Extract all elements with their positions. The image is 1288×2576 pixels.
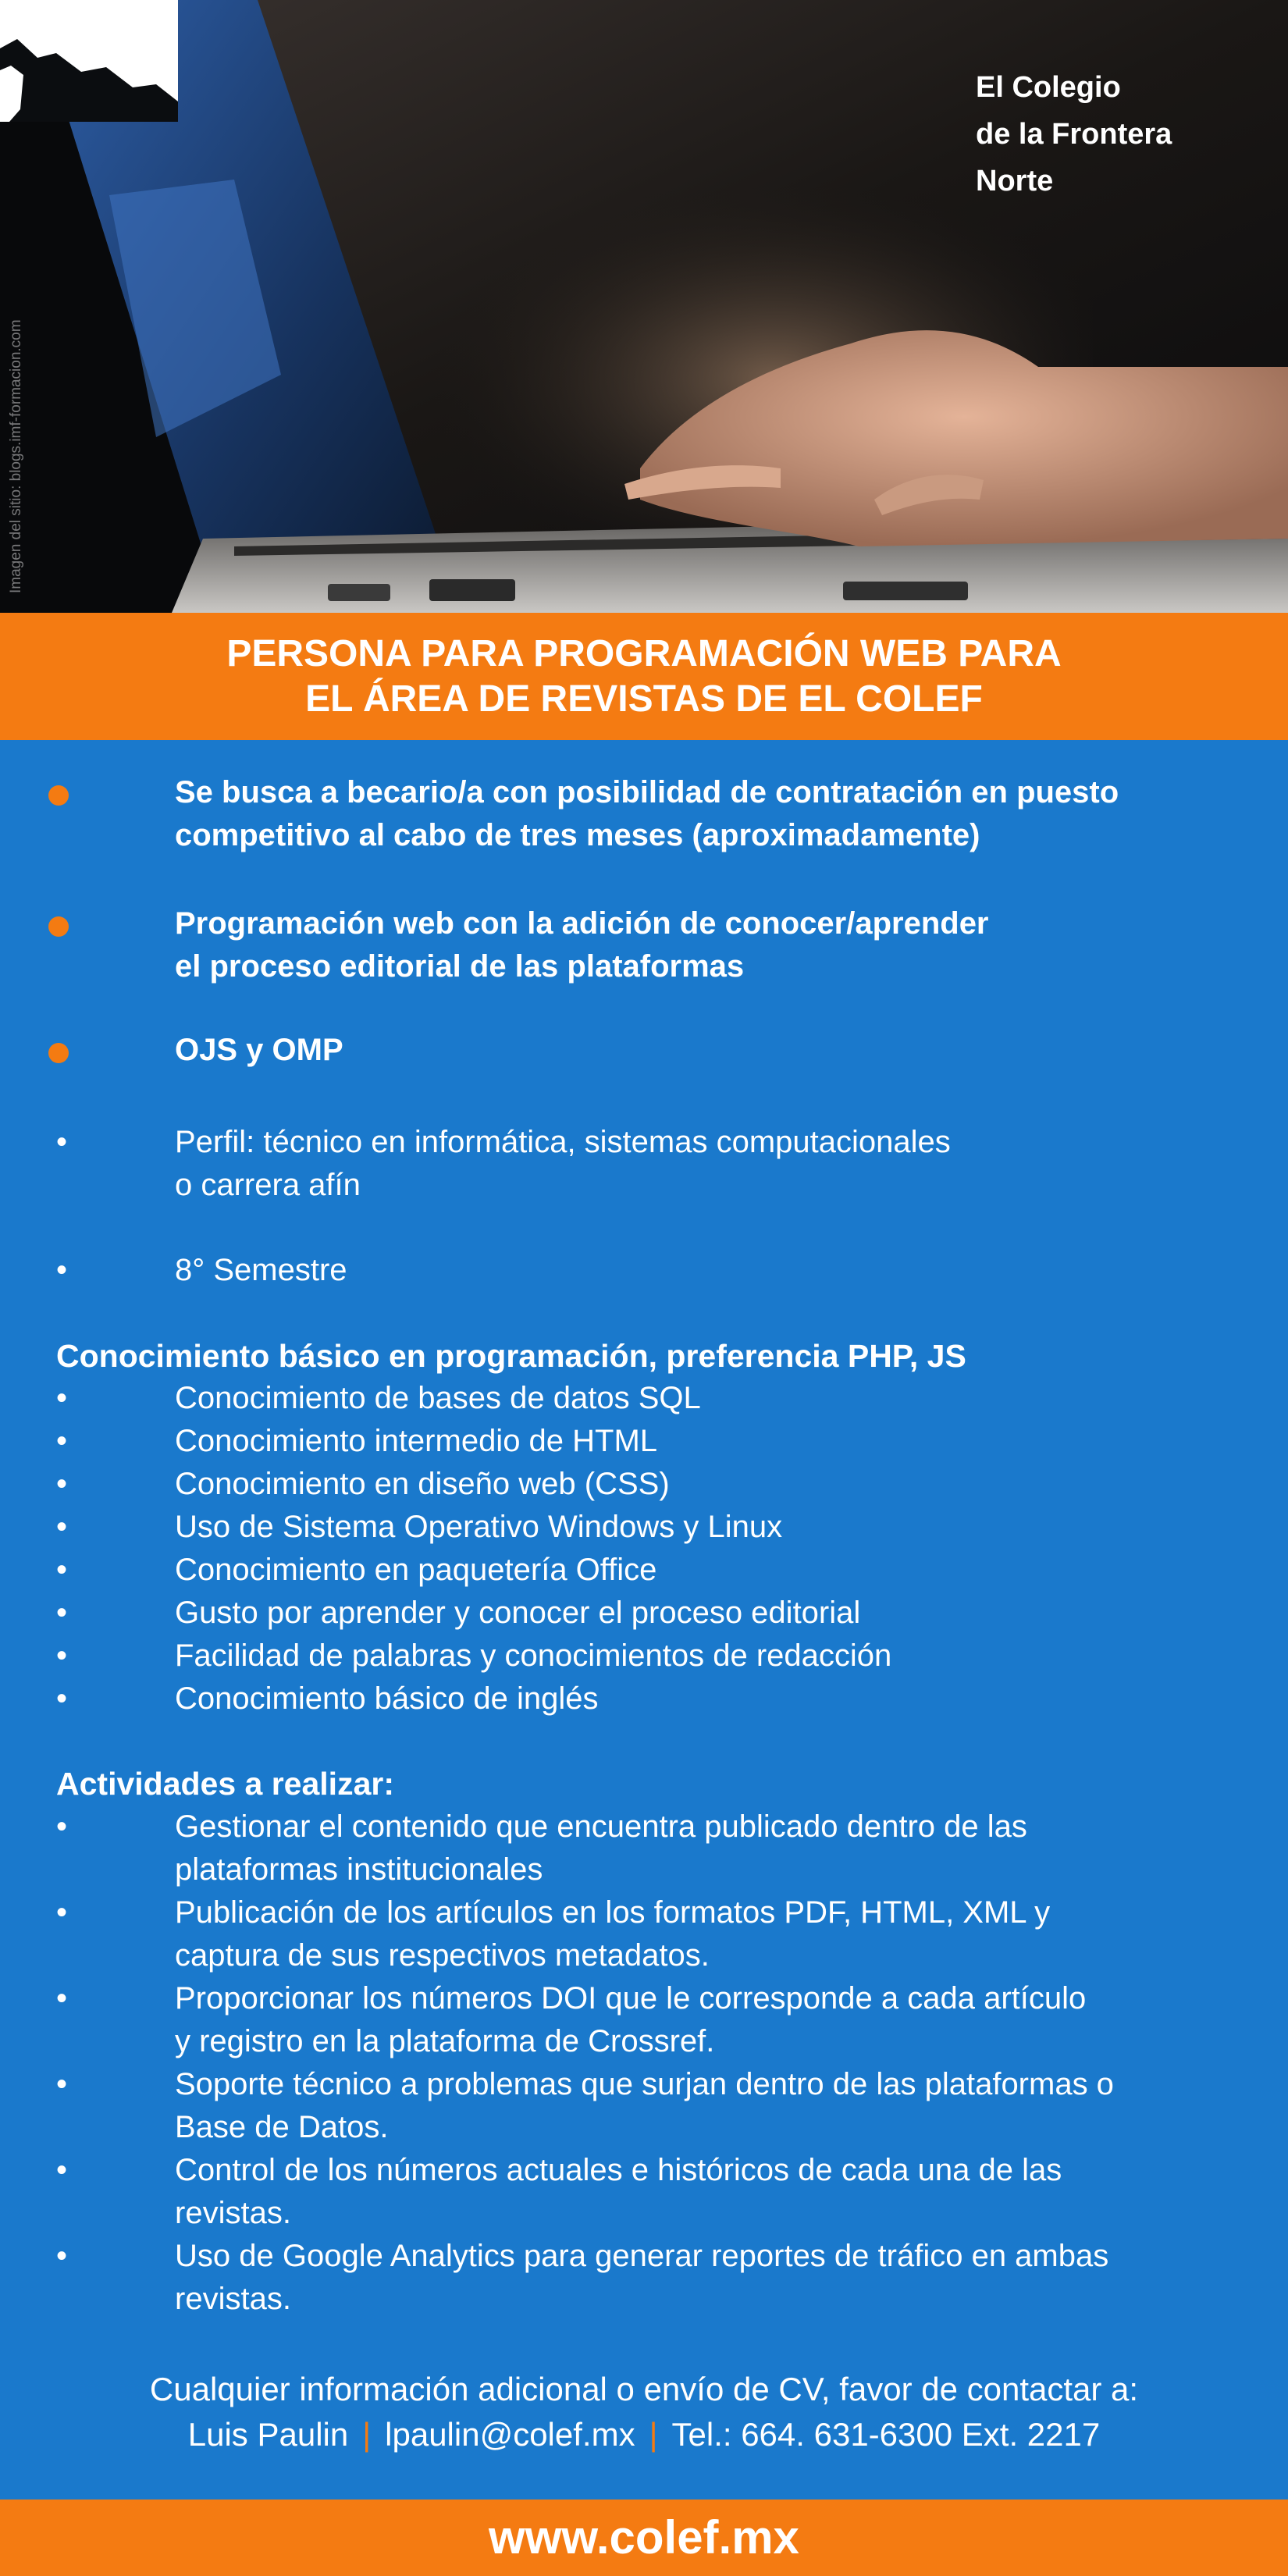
activity-line: revistas. (175, 2196, 291, 2230)
bullet-icon: • (56, 1253, 68, 1287)
title-line-2: EL ÁREA DE REVISTAS DE EL COLEF (305, 678, 983, 720)
bullet-icon: • (56, 1424, 68, 1458)
contact-details (0, 2413, 1288, 2457)
activity-line: y registro en la plataforma de Crossref. (175, 2024, 715, 2058)
logo-line: de la Frontera (976, 118, 1172, 151)
activity-line: Proporcionar los números DOI que le corresponde a cada artículo (175, 1981, 1087, 2016)
logo-line: Norte (976, 165, 1054, 197)
activity-line: plataformas institucionales (175, 1852, 543, 1887)
bullet-icon: • (56, 1895, 68, 1930)
activity-line: Uso de Google Analytics para generar reportes de tráfico en ambas (175, 2239, 1109, 2273)
knowledge-text: Conocimiento intermedio de HTML (175, 1424, 658, 1458)
activity-line: Soporte técnico a problemas que surjan dentro de las plataformas o (175, 2067, 1114, 2101)
activity-line: revistas. (175, 2282, 291, 2316)
highlight-line: Se busca a becario/a con posibilidad de contratación en puesto (175, 775, 1119, 809)
knowledge-text: Conocimiento básico de inglés (175, 1681, 599, 1716)
bullet-icon: • (56, 1681, 68, 1716)
orange-bullet-icon (48, 916, 69, 937)
bullet-icon: • (56, 1381, 68, 1415)
title-banner (0, 613, 1288, 740)
highlight-line: el proceso editorial de las plataformas (175, 949, 745, 984)
profile-line: o carrera afín (175, 1168, 361, 1202)
bullet-icon: • (56, 2067, 68, 2101)
activity-line: Publicación de los artículos en los formatos PDF, HTML, XML y (175, 1895, 1051, 1930)
highlight-line: Programación web con la adición de conocer/aprender (175, 906, 989, 941)
activity-line: captura de sus respectivos metadatos. (175, 1938, 710, 1973)
highlight-line: OJS y OMP (175, 1033, 343, 1067)
contact-intro: Cualquier información adicional o envío de CV, favor de contactar a: (149, 2371, 1139, 2407)
orange-bullet-icon (48, 785, 69, 806)
logo-line: El Colegio (976, 71, 1121, 104)
title-line-1: PERSONA PARA PROGRAMACIÓN WEB PARA (226, 632, 1062, 674)
website-link[interactable]: www.colef.mx (0, 2500, 1288, 2576)
bullet-icon: • (56, 2239, 68, 2273)
bullet-icon: • (56, 1981, 68, 2016)
contact-phone: Tel.: 664. 631-6300 Ext. 2217 (671, 2416, 1101, 2453)
profile-line: Perfil: técnico en informática, sistemas computacionales (175, 1125, 951, 1159)
knowledge-text: Facilidad de palabras y conocimientos de redacción (175, 1638, 892, 1673)
image-credit: Imagen del sitio: blogs.imf-formacion.com (8, 319, 24, 593)
knowledge-heading: Conocimiento básico en programación, preferencia PHP, JS (56, 1338, 966, 1374)
activity-line: Control de los números actuales e históricos de cada una de las (175, 2153, 1062, 2187)
bullet-icon: • (56, 1809, 68, 1844)
knowledge-text: Conocimiento de bases de datos SQL (175, 1381, 701, 1415)
highlight-line: competitivo al cabo de tres meses (aproximadamente) (175, 818, 980, 852)
separator: | (649, 2416, 658, 2453)
job-description (0, 740, 1288, 2500)
orange-bullet-icon (48, 1043, 69, 1063)
colef-logo-icon (0, 0, 178, 122)
separator: | (362, 2416, 372, 2453)
contact-name: Luis Paulin (187, 2416, 349, 2453)
bullet-icon: • (56, 1596, 68, 1630)
activity-line: Gestionar el contenido que encuentra publicado dentro de las (175, 1809, 1027, 1844)
knowledge-text: Conocimiento en paquetería Office (175, 1553, 657, 1587)
bullet-icon: • (56, 1510, 68, 1544)
bullet-icon: • (56, 1467, 68, 1501)
contact-email-link[interactable]: lpaulin@colef.mx (385, 2416, 635, 2453)
bullet-icon: • (56, 1553, 68, 1587)
bullet-icon: • (56, 2153, 68, 2187)
knowledge-text: Gusto por aprender y conocer el proceso editorial (175, 1596, 861, 1630)
activities-heading: Actividades a realizar: (56, 1766, 394, 1802)
activity-line: Base de Datos. (175, 2110, 389, 2144)
hero-photo (0, 0, 1288, 613)
profile-line: 8° Semestre (175, 1253, 347, 1287)
knowledge-text: Conocimiento en diseño web (CSS) (175, 1467, 670, 1501)
bullet-icon: • (56, 1638, 68, 1673)
colef-logo-text (976, 64, 1172, 205)
knowledge-text: Uso de Sistema Operativo Windows y Linux (175, 1510, 783, 1544)
bullet-icon: • (56, 1125, 68, 1159)
